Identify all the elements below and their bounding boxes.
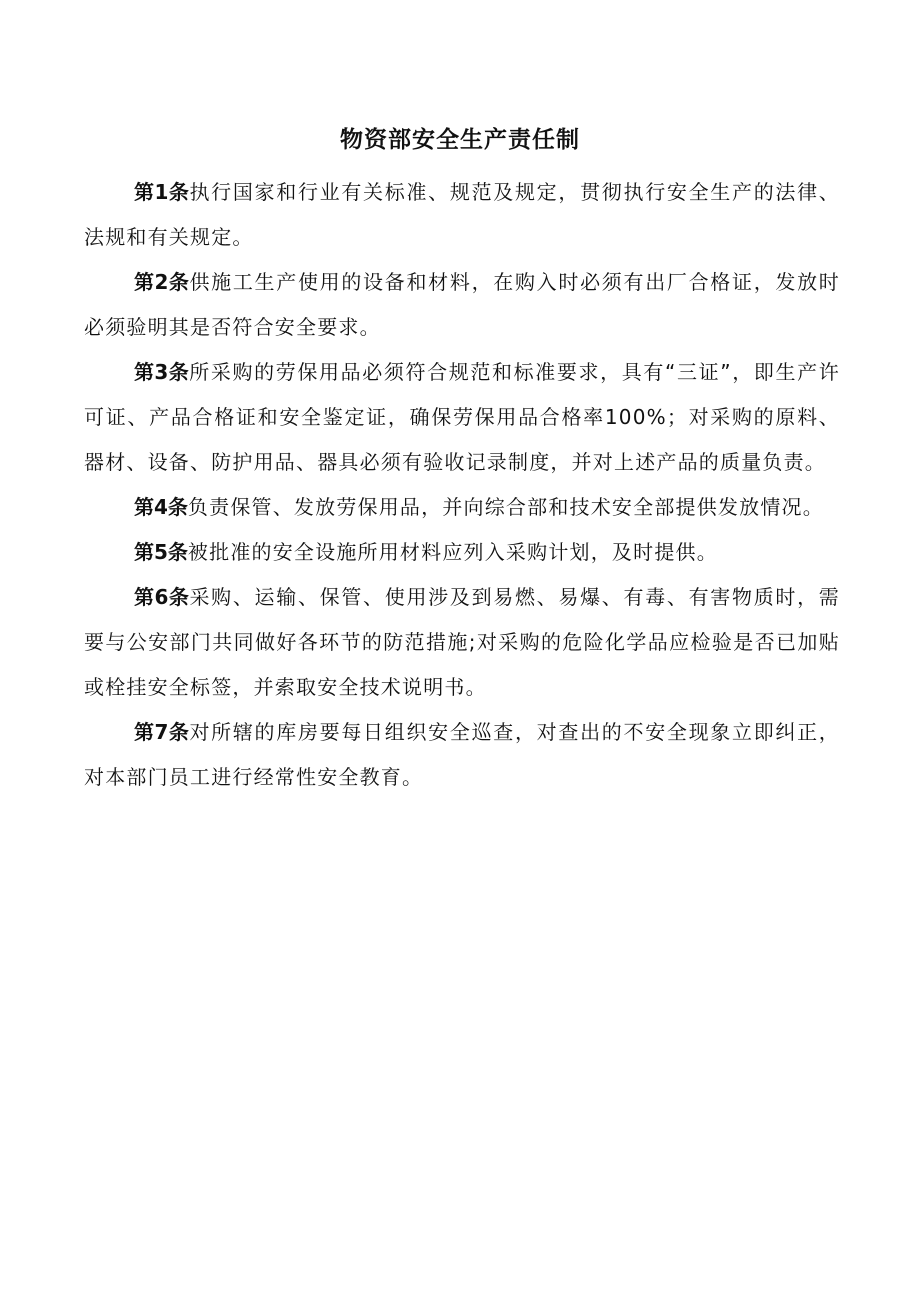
article-number: 第3条 — [134, 360, 190, 384]
article-number: 第1条 — [134, 180, 190, 204]
article-2 — [84, 260, 840, 350]
article-text: 被批准的安全设施所用材料应列入采购计划，及时提供。 — [187, 540, 718, 564]
article-text: 对所辖的库房要每日组织安全巡查，对查出的不安全现象立即纠正，对本部门员工进行经常性安全教育。 — [84, 720, 841, 789]
page-title: 物资部安全生产责任制 — [340, 127, 580, 153]
article-number: 第2条 — [134, 270, 190, 294]
article-text: 采购、运输、保管、使用涉及到易燃、易爆、有毒、有害物质时，需要与公安部门共同做好各环节的防范措施;对采购的危险化学品应检验是否已加贴或栓挂安全标签，并索取安全技术说明书。 — [84, 585, 841, 699]
article-4 — [84, 485, 840, 530]
article-number: 第7条 — [134, 720, 190, 744]
article-6 — [84, 575, 840, 710]
article-text: 执行国家和行业有关标准、规范及规定，贯彻执行安全生产的法律、法规和有关规定。 — [84, 180, 841, 249]
article-7 — [84, 710, 840, 800]
article-text: 所采购的劳保用品必须符合规范和标准要求，具有“三证”，即生产许可证、产品合格证和安全鉴定证，确保劳保用品合格率100%；对采购的原料、器材、设备、防护用品、器具必须有验收记录制度，并对上述产品的质量负责。 — [84, 360, 840, 474]
article-number: 第4条 — [134, 495, 188, 519]
article-number: 第6条 — [134, 585, 190, 609]
article-1 — [84, 170, 840, 260]
article-3 — [84, 350, 840, 485]
document-body — [84, 170, 840, 800]
article-number: 第5条 — [134, 540, 188, 564]
article-text: 供施工生产使用的设备和材料，在购入时必须有出厂合格证，发放时必须验明其是否符合安全要求。 — [84, 270, 841, 339]
article-text: 负责保管、发放劳保用品，并向综合部和技术安全部提供发放情况。 — [187, 495, 824, 519]
article-5 — [84, 530, 840, 575]
